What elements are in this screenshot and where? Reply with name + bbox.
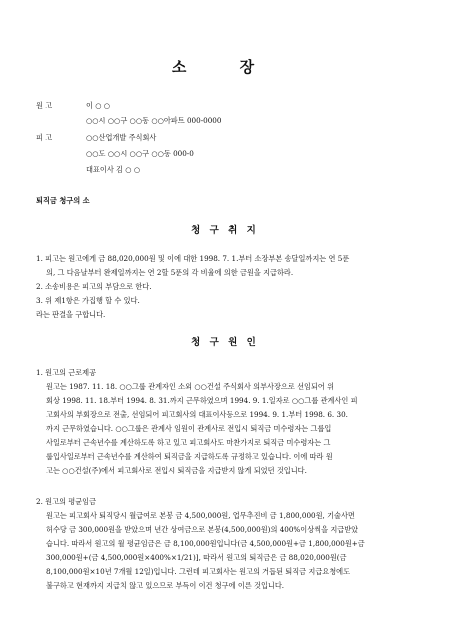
claim-line: 라는 판결을 구합니다. (36, 310, 106, 319)
section-line: 원고는 피고회사 퇴직당시 월급여로 본봉 금 4,500,000원, 업무추진비 금 1,800,000원, 기술사면 (46, 511, 355, 520)
claim-line: 3. 위 제1항은 가집행 할 수 있다. (36, 296, 140, 305)
document-title: 소 장 (171, 58, 279, 76)
section-line: 300,000원+(금 4,500,000원×400%×1/21)], 따라서 원고의 퇴직금은 금 88,020,000원(금 (46, 553, 347, 562)
section-line: 까지 근무하였습니다. ○○그룹은 관계사 임원이 관계사로 전입시 퇴직금 미수령자는 그룹입 (46, 424, 332, 433)
defendant-address: ○○도 ○○시 ○○구 ○○동 000-0 (86, 149, 194, 158)
plaintiff-address: ○○시 ○○구 ○○동 ○○아파트 000-0000 (86, 116, 222, 125)
section-line: 룹입사일로부터 근속년수를 계산하여 퇴직금을 지급하도록 규정하고 있습니다. 이에 따라 원 (46, 452, 333, 461)
defendant-row (36, 133, 156, 143)
plaintiff-name: 이 ○ ○ (86, 101, 111, 110)
section-title: 1. 원고의 근로제공 (36, 368, 97, 377)
section-line: 사일로부터 근속년수를 계산하도록 하고 있고 피고회사도 마찬가지로 퇴직금 미수령자는 그 (46, 438, 331, 447)
section-line: 습니다. 따라서 원고의 월 평균임금은 금 8,100,000원입니다(금 4,500,000원+금 1,800,000원+금 (46, 539, 365, 548)
defendant-label: 피 고 (36, 133, 53, 142)
case-name: 퇴직금 청구의 소 (36, 196, 90, 205)
section-line: 원고는 1987. 11. 18. ○○그룹 관계자인 소외 ○○건설 주식회사 의부사장으로 선임되어 위 (46, 382, 335, 391)
defendant-representative: 대표이사 김 ○ ○ (86, 165, 141, 174)
section-line: 불구하고 현재까지 지급치 않고 있으므로 부득이 이건 청구에 이른 것입니다. (46, 581, 285, 590)
claim-heading: 청 구 취 지 (191, 225, 259, 236)
section-line: 고회사의 부회장으로 전출, 선임되어 피고회사의 대표이사등으로 1994. 9. 1.부터 1998. 6. 30. (46, 410, 348, 419)
claim-line: 1. 피고는 원고에게 금 88,020,000원 및 이에 대한 1998. 7. 1.부터 소장부본 송달일까지는 연 5푼 (36, 254, 350, 263)
cause-heading: 청 구 원 인 (191, 337, 259, 348)
section-line: 고는 ○○건설(주)에서 피고회사로 전입시 퇴직금을 지급받지 않게 되었던 것입니다. (46, 466, 307, 475)
section-line: 회상 1998. 11. 18.부터 1994. 8. 31.까지 근무하였으며 1994. 9. 1.일자로 ○○그룹 관계사인 피 (46, 396, 358, 405)
section-line: 8,100,000원×10년 7개월 12일)입니다. 그런데 피고회사는 원고의 거듭된 퇴직금 지급요청에도 (46, 567, 351, 576)
defendant-name: ○○산업개발 주식회사 (86, 133, 157, 142)
plaintiff-row (36, 101, 110, 111)
plaintiff-label: 원 고 (36, 101, 53, 110)
section-line: 허수당 금 300,000원을 받았으며 년간 상여금으로 본봉(4,500,000원)의 400%이상씩을 지급받았 (46, 525, 359, 534)
claim-line: 2. 소송비용은 피고의 부담으로 한다. (36, 282, 152, 291)
section-title: 2. 원고의 평균임금 (36, 497, 97, 506)
claim-line: 의, 그 다음날부터 완제일까지는 연 2할 5푼의 각 비율에 의한 금원을 지급하라. (46, 268, 294, 277)
